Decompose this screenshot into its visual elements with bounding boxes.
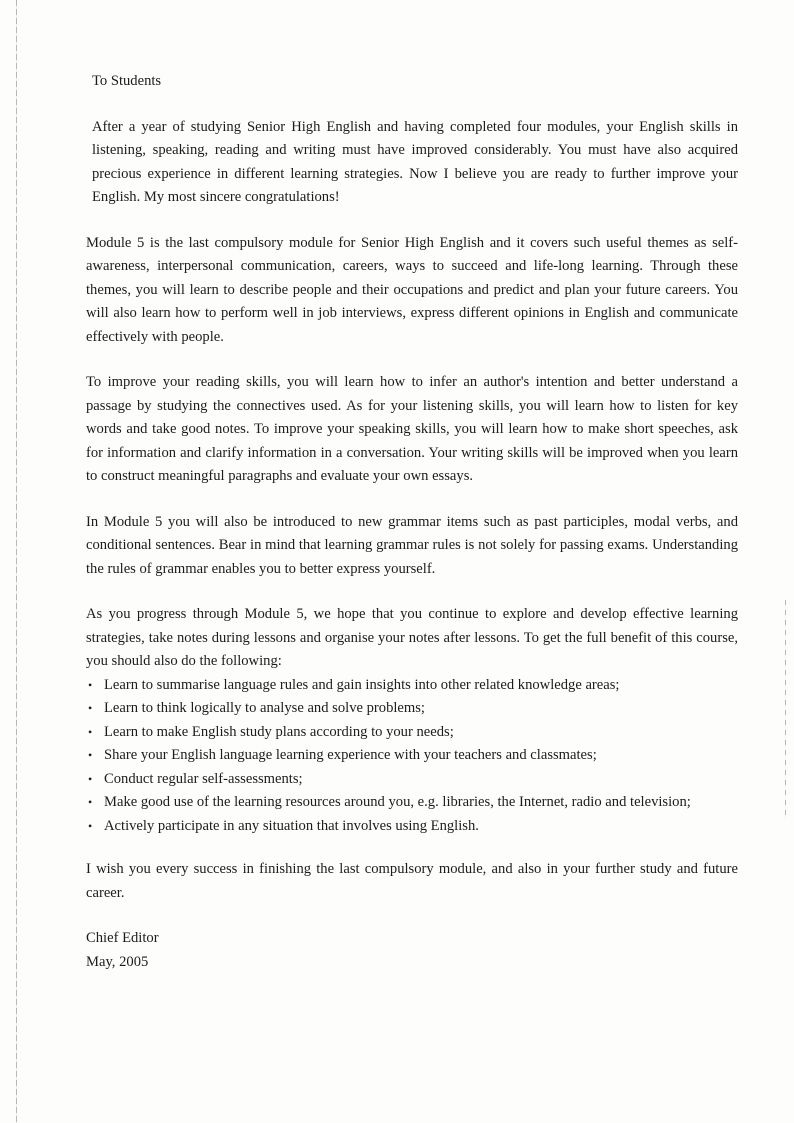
list-item: • Make good use of the learning resources around you, e.g. libraries, the Internet, radio and television; [86,791,738,815]
paragraph-strategies: As you progress through Module 5, we hope that you continue to explore and develop effective learning strategies, take notes during lessons and organise your notes after lessons. To get the full benefit of this course, you should also do the following: [86,606,738,669]
list-item: • Conduct regular self-assessments; [86,768,738,792]
paragraph-closing-wish: I wish you every success in finishing the last compulsory module, and also in your further study and future career. [86,861,738,901]
paragraph-module-themes: Module 5 is the last compulsory module for Senior High English and it covers such useful themes as self-awareness, interpersonal communication, careers, ways to succeed and life-long learning. Through these themes, you will learn to describe people and their occupations and predict and plan your future careers. You will also learn how to perform well in job interviews, express different opinions in English and communicate effectively with people. [86,234,738,345]
list-item: • Actively participate in any situation that involves using English. [86,815,738,839]
paragraph-skills: To improve your reading skills, you will learn how to infer an author's intention and better understand a passage by studying the connectives used. As for your listening skills, you will learn how to listen for key words and take good notes. To improve your speaking skills, you will learn how to make short speeches, ask for information and clarify information in a conversation. Your writing skills will be improved when you learn to construct meaningful paragraphs and evaluate your own essays. [86,374,738,484]
list-item: • Learn to summarise language rules and gain insights into other related knowledge areas; [86,674,738,698]
list-item: • Share your English language learning experience with your teachers and classmates; [86,744,738,768]
paragraph-grammar: In Module 5 you will also be introduced to new grammar items such as past participles, modal verbs, and conditional sentences. Bear in mind that learning grammar rules is not solely for passing exams. Understanding the rules of grammar enables you to better express yourself. [86,513,738,577]
signature-block [86,927,738,974]
letter-body [86,70,738,974]
date: May, 2005 [86,953,149,970]
recommendations-list [86,674,738,839]
signature: Chief Editor [86,930,159,946]
list-item: • Learn to make English study plans according to your needs; [86,721,738,745]
salutation: To Students [92,73,162,89]
list-item: • Learn to think logically to analyse and solve problems; [86,697,738,721]
scan-edge-left [16,0,17,1123]
paragraph-intro: After a year of studying Senior High English and having completed four modules, your English skills in listening, speaking, reading and writing must have improved considerably. You must have also acquired precious experience in different learning strategies. Now I believe you are ready to further improve your English. My most sincere congratulations! [92,118,738,205]
scan-edge-right [785,600,786,820]
